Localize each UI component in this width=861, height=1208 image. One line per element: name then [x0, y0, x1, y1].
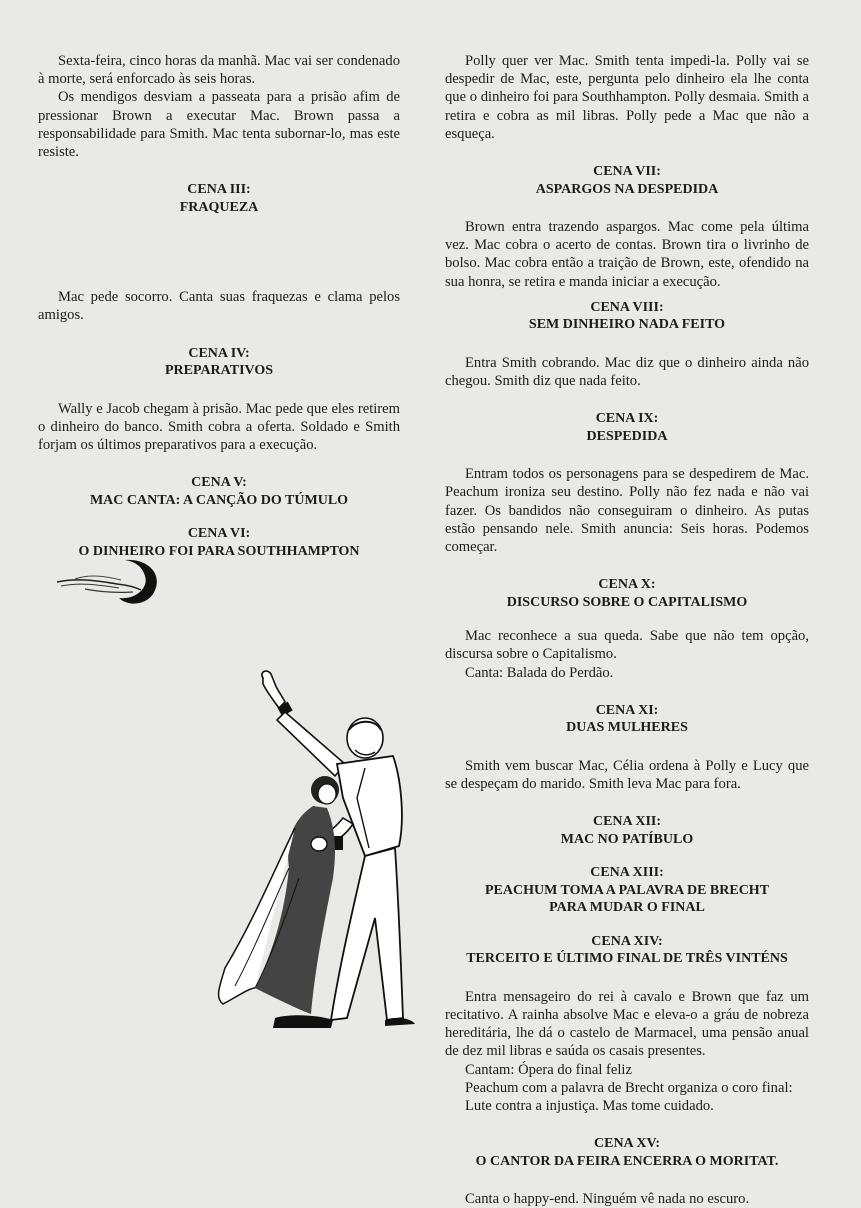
paragraph: Mac pede socorro. Canta suas fraquezas e clama pelos amigos. [38, 289, 400, 324]
paragraph: Wally e Jacob chegam à prisão. Mac pede que eles retirem o dinheiro do banco. Smith cobra a oferta. Soldado e Smith forjam os últimos preparativos para a execução. [38, 400, 400, 454]
scene-number: CENA IX: [595, 411, 659, 427]
right-column [445, 52, 809, 1208]
scene-number: CENA XIII: [590, 865, 664, 881]
scene-heading [38, 474, 400, 509]
scene-number: CENA XIV: [591, 933, 663, 949]
left-column [38, 52, 400, 560]
song-line: Cantam: Ópera do final feliz [465, 1061, 632, 1078]
scene-number: CENA IV: [188, 345, 250, 361]
paragraph: Smith vem buscar Mac, Célia ordena à Polly e Lucy que se despeçam do marido. Smith leva Mac para fora. [445, 757, 809, 793]
scene-title: PARA MUDAR O FINAL [549, 900, 705, 916]
paragraph: Brown entra trazendo aspargos. Mac come pela última vez. Mac cobra o acerto de contas. Brown tira o livrinho de bolso. Mac cobra então a traição de Brown, este, ofendido na sua honra, se retira e manda iniciar a execução. [445, 219, 809, 290]
scene-heading [445, 163, 809, 198]
scene-number: CENA V: [191, 475, 247, 491]
scene-heading [38, 181, 400, 216]
paragraph: Entra mensageiro do rei à cavalo e Brown que faz um recitativo. A rainha absolve Mac e eleva-o a gráu de nobreza hereditária, lhe dá o castelo de Marmacel, uma pensão anual de dez mil libras e saúda os casais presentes. [445, 988, 809, 1060]
scene-heading [445, 299, 809, 334]
scene-number: CENA X: [598, 577, 656, 593]
scene-title: PREPARATIVOS [164, 363, 274, 379]
scene-heading [445, 864, 809, 917]
scene-title: SEM DINHEIRO NADA FEITO [528, 317, 726, 333]
scene-number: CENA III: [187, 182, 251, 198]
dancing-couple-illustration [215, 668, 415, 1058]
scene-title: O CANTOR DA FEIRA ENCERRA O MORITAT. [475, 1153, 779, 1169]
paragraph: Sexta-feira, cinco horas da manhã. Mac vai ser condenado à morte, será enforcado às seis horas. [38, 53, 400, 88]
paragraph: Polly quer ver Mac. Smith tenta impedi-la. Polly vai se despedir de Mac, este, pergunta pelo dinheiro ela lhe conta que o dinheiro foi para Southhampton. Polly desmaia. Smith a retira e cobra as mil libras. Polly pede a Mac que não a esqueça. [445, 53, 809, 142]
scene-title: DISCURSO SOBRE O CAPITALISMO [506, 594, 748, 610]
scene-title: PEACHUM TOMA A PALAVRA DE BRECHT [484, 882, 770, 898]
scene-title: MAC NO PATÍBULO [560, 831, 694, 847]
paragraph: Mac reconhece a sua queda. Sabe que não tem opção, discursa sobre o Capitalismo. [445, 628, 809, 663]
paragraph: Canta o happy-end. Ninguém vê nada no escuro. [465, 1191, 750, 1208]
scene-number: CENA VIII: [590, 299, 664, 315]
scene-title: TERCEITO E ÚLTIMO FINAL DE TRÊS VINTÉNS [466, 951, 788, 967]
scene-number: CENA XV: [594, 1136, 660, 1152]
song-line: Canta: Balada do Perdão. [465, 664, 614, 681]
scene-title: FRAQUEZA [179, 199, 259, 215]
scene-heading [445, 576, 809, 611]
scene-heading [445, 410, 809, 445]
scene-heading [445, 813, 809, 848]
paragraph: Os mendigos desviam a passeata para a prisão afim de pressionar Brown a executar Mac. Brown passa a responsabilidade para Smith. Mac tenta subornar-lo, mas este resiste. [38, 89, 400, 161]
scene-number: CENA VI: [187, 526, 251, 542]
song-line: Lute contra a injustiça. Mas tome cuidado. [465, 1097, 714, 1114]
scene-number: CENA VII: [593, 164, 661, 180]
scene-heading [445, 933, 809, 968]
paragraph: Entra Smith cobrando. Mac diz que o dinheiro ainda não chegou. Smith diz que nada feito. [445, 354, 809, 390]
scene-number: CENA XI: [595, 702, 659, 718]
scene-number: CENA XII: [592, 814, 662, 830]
scene-heading [445, 702, 809, 737]
scene-title: ASPARGOS NA DESPEDIDA [535, 181, 719, 197]
scene-heading [445, 1135, 809, 1170]
paragraph: Entram todos os personagens para se despedirem de Mac. Peachum ironiza seu destino. Polly não fez nada e não vai fazer. Os bandidos não conseguiram o dinheiro. As putas estão pensando nele. Smith anuncia: Seis horas. Podemos começar. [445, 466, 809, 556]
scene-heading [38, 345, 400, 380]
scene-title: DUAS MULHERES [566, 720, 688, 736]
scene-title: MAC CANTA: A CANÇÃO DO TÚMULO [89, 492, 349, 508]
scene-title: O DINHEIRO FOI PARA SOUTHHAMPTON [78, 543, 360, 559]
crescent-moon-illustration [55, 552, 175, 612]
scene-title: DESPEDIDA [586, 428, 668, 444]
song-line: Peachum com a palavra de Brecht organiza o coro final: [465, 1079, 793, 1096]
